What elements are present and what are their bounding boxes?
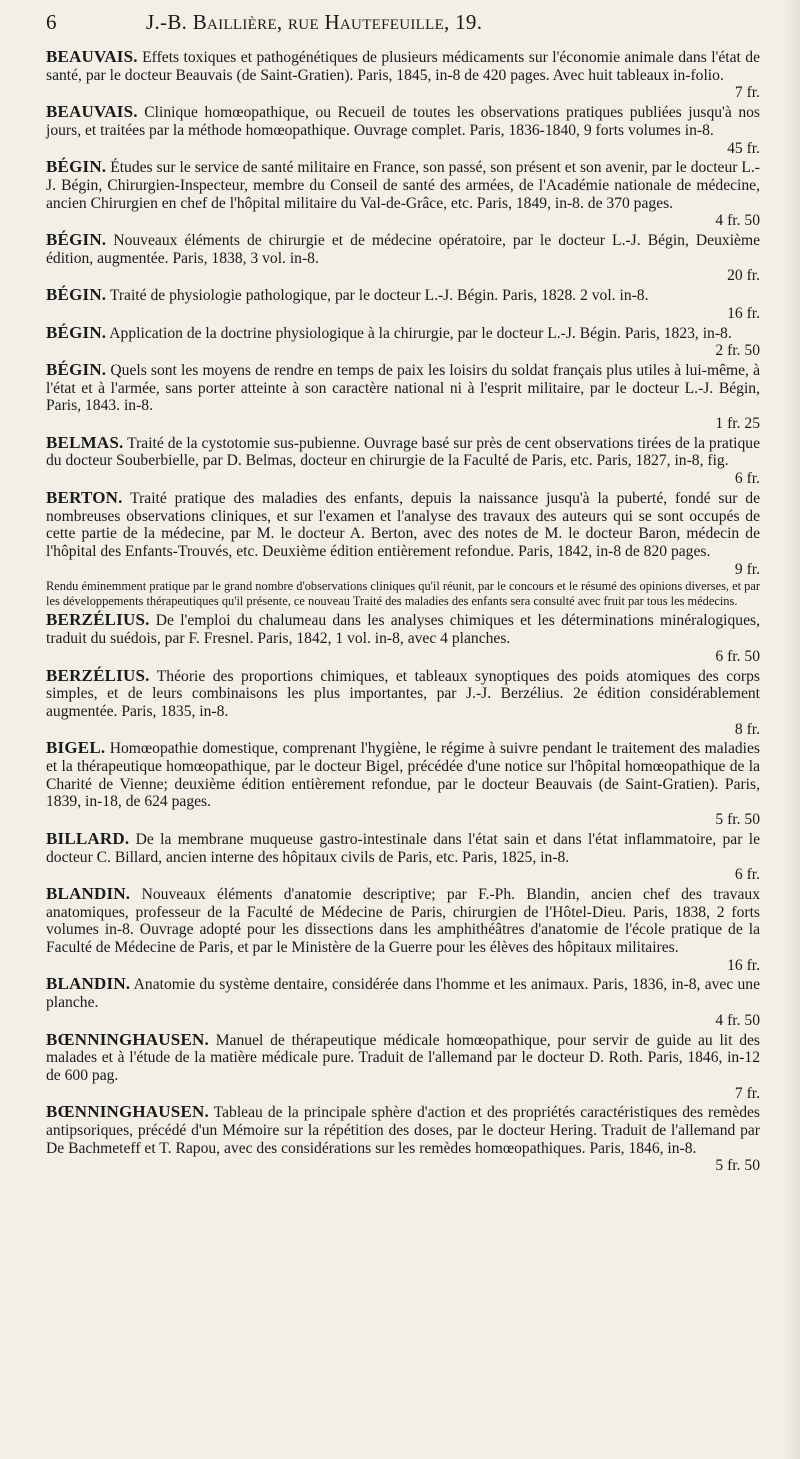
catalogue-entry <box>46 667 760 739</box>
entry-author: BIGEL. <box>46 738 106 758</box>
catalogue-entry <box>46 103 760 157</box>
entry-price: 16 fr. <box>727 956 760 974</box>
entry-price: 6 fr. 50 <box>715 647 760 665</box>
entry-list <box>46 48 760 1175</box>
catalogue-entry <box>46 286 760 322</box>
entry-author: BERZÉLIUS. <box>46 610 150 630</box>
page-header <box>46 10 760 48</box>
entry-author: BŒNNINGHAUSEN. <box>46 1102 209 1122</box>
entry-price: 2 fr. 50 <box>715 342 760 360</box>
entry-author: BELMAS. <box>46 432 124 452</box>
entry-price: 7 fr. <box>734 84 760 102</box>
catalogue-entry <box>46 434 760 488</box>
entry-description: Application de la doctrine physiologique à la chirurgie, par le docteur L.-J. Bégin. Paris, 1823, in-8. <box>109 324 732 342</box>
catalogue-entry <box>46 489 760 579</box>
page-edge-shadow <box>782 0 800 1459</box>
entry-description: Quels sont les moyens de rendre en temps de paix les loisirs du soldat français plus utiles à lui-même, à l'état et à l'armée, sans porter atteinte à son caractère national ni à l'esprit militaire, par le docteur L.-J. Bégin, Paris, 1843. in-8. <box>46 361 760 415</box>
entry-price: 16 fr. <box>727 304 760 322</box>
entry-description: De l'emploi du chalumeau dans les analyses chimiques et les déterminations minéralogiques, traduit du suédois, par F. Fresnel. Paris, 1842, 1 vol. in-8, avec 4 planches. <box>46 612 760 648</box>
running-title: J.-B. Baillière, rue Hautefeuille, 19. <box>146 10 483 34</box>
entry-description: Homœopathie domestique, comprenant l'hygiène, le régime à suivre pendant le traitement des maladies et la thérapeutique homœopathique, par le docteur Bigel, précédée d'une notice sur l'hôpital homœopathique de la Charité de Vienne; deuxième édition entièrement refondue, par le docteur Beauvais (de Saint-Gratien). Paris, 1839, in-18, de 624 pages. <box>46 740 761 811</box>
page-number: 6 <box>46 10 57 34</box>
entry-description: Anatomie du système dentaire, considérée dans l'homme et les animaux. Paris, 1836, in-8, avec une planche. <box>46 976 760 1012</box>
entry-description: Tableau de la principale sphère d'action et des propriétés caractéristiques des remèdes antipsoriques, précédé d'un Mémoire sur la répétition des doses, par le docteur Hering. Traduit de l'allemand par De Bachmeteff et T. Rapou, avec des considérations sur les remèdes homœopathiques. Paris, 1846, in-8. <box>46 1104 760 1157</box>
entry-price: 20 fr. <box>727 267 760 285</box>
catalogue-entry <box>46 611 760 665</box>
entry-author: BÉGIN. <box>46 359 107 379</box>
entry-description: Traité pratique des maladies des enfants, depuis la naissance jusqu'à la puberté, fondé sur de nombreuses observations cliniques, et sur l'examen et l'analyse des travaux des auteurs qui se sont occupés de cette partie de la médecine, par M. le docteur A. Berton, avec des notes de M. le docteur Baron, médecin de l'hôpital des Enfants-Trouvés, etc. Deuxième édition entièrement refondue. Paris, 1842, in-8 de 820 pages. <box>46 489 760 560</box>
catalogue-entry <box>46 48 760 102</box>
entry-description: Études sur le service de santé militaire en France, son passé, son présent et son avenir, par le docteur L.-J. Bégin, Chirurgien-Inspecteur, membre du Conseil de santé des armées, de l'Académie nationale de médecine, ancien Chirurgien en chef de l'hôpital militaire du Val-de-Grâce, etc. Paris, 1849, in-8. de 370 pages. <box>46 159 761 212</box>
entry-author: BLANDIN. <box>46 883 131 903</box>
entry-price: 45 fr. <box>727 139 760 157</box>
entry-author: BERTON. <box>46 487 123 507</box>
entry-author: BEAUVAIS. <box>46 102 138 122</box>
entry-price: 6 fr. <box>734 866 760 884</box>
catalogue-entry <box>46 158 760 230</box>
catalogue-entry <box>46 975 760 1029</box>
entry-author: BLANDIN. <box>46 974 131 994</box>
catalogue-entry <box>46 830 760 884</box>
entry-note: Rendu éminemment pratique par le grand nombre d'observations cliniques qu'il réunit, par le concours et le résumé des opinions diverses, et par les développements thérapeutiques qu'il présente, ce nouveau Traité des maladies des enfants sera consulté avec fruit par tous les médecins. <box>46 579 760 609</box>
entry-price: 4 fr. 50 <box>715 212 760 230</box>
catalogue-entry <box>46 885 760 975</box>
entry-author: BERZÉLIUS. <box>46 665 150 685</box>
entry-description: Nouveaux éléments de chirurgie et de médecine opératoire, par le docteur L.-J. Bégin, Deuxième édition, augmentée. Paris, 1838, 3 vol. in-8. <box>46 232 760 267</box>
entry-price: 5 fr. 50 <box>715 1157 760 1175</box>
entry-description: Effets toxiques et pathogénétiques de plusieurs médicaments sur l'économie animale dans l'état de santé, par le docteur Beauvais (de Saint-Gratien). Paris, 1845, in-8 de 420 pages. Avec huit tableaux in-folio. <box>46 49 760 84</box>
catalogue-entry <box>46 231 760 285</box>
entry-price: 8 fr. <box>734 720 760 738</box>
catalogue-entry <box>46 361 760 433</box>
entry-author: BÉGIN. <box>46 322 107 342</box>
entry-price: 5 fr. 50 <box>715 811 760 829</box>
entry-author: BILLARD. <box>46 828 130 848</box>
catalogue-entry <box>46 1031 760 1103</box>
entry-author: BÉGIN. <box>46 285 107 305</box>
entry-author: BÉGIN. <box>46 230 107 250</box>
entry-description: Théorie des proportions chimiques, et tableaux synoptiques des poids atomiques des corps simples, et de leurs combinaisons les plus importantes, par J.-J. Berzélius. 2e édition considérablement augmentée. Paris, 1835, in-8. <box>46 667 760 720</box>
entry-author: BÉGIN. <box>46 157 107 177</box>
entry-author: BEAUVAIS. <box>46 47 138 66</box>
entry-description: Clinique homœopathique, ou Recueil de toutes les observations pratiques publiées jusqu'à nos jours, et traitées par la méthode homœopathique. Ouvrage complet. Paris, 1836-1840, 9 forts volumes in-8. <box>46 104 760 139</box>
entry-author: BŒNNINGHAUSEN. <box>46 1029 209 1049</box>
entry-price: 9 fr. <box>734 560 760 578</box>
entry-price: 4 fr. 50 <box>715 1011 760 1029</box>
catalogue-entry <box>46 324 760 360</box>
entry-price: 6 fr. <box>734 470 760 488</box>
entry-price: 7 fr. <box>734 1084 760 1102</box>
entry-description: Traité de la cystotomie sus-pubienne. Ouvrage basé sur près de cent observations tirées de la pratique du docteur Souberbielle, par D. Belmas, docteur en chirurgie de la Faculté de Paris, etc. Paris, 1827, in-8, fig. <box>46 434 761 470</box>
catalogue-entry <box>46 739 760 829</box>
entry-description: Traité de physiologie pathologique, par le docteur L.-J. Bégin. Paris, 1828. 2 vol. in-8. <box>109 287 649 305</box>
entry-description: De la membrane muqueuse gastro-intestinale dans l'état sain et dans l'état inflammatoire, par le docteur C. Billard, ancien interne des hôpitaux civils de Paris, etc. Paris, 1825, in-8. <box>46 830 760 866</box>
catalogue-entry <box>46 1103 760 1175</box>
entry-description: Nouveaux éléments d'anatomie descriptive; par F.-Ph. Blandin, ancien chef des travaux anatomiques, professeur de la Faculté de Médecine de Paris, chirurgien de l'Hôtel-Dieu. Paris, 1838, 2 forts volumes in-8. Ouvrage adopté pour les dissections dans les amphithéâtres d'anatomie de l'école pratique de la Faculté de Médecine de Paris, et par le Ministère de la Guerre pour les élèves des hôpitaux militaires. <box>46 885 760 957</box>
entry-description: Manuel de thérapeutique médicale homœopathique, pour servir de guide au lit des malades et à l'étude de la matière médicale pure. Traduit de l'allemand par le docteur D. Roth. Paris, 1846, in-12 de 600 pag. <box>46 1031 760 1084</box>
entry-price: 1 fr. 25 <box>715 415 760 433</box>
